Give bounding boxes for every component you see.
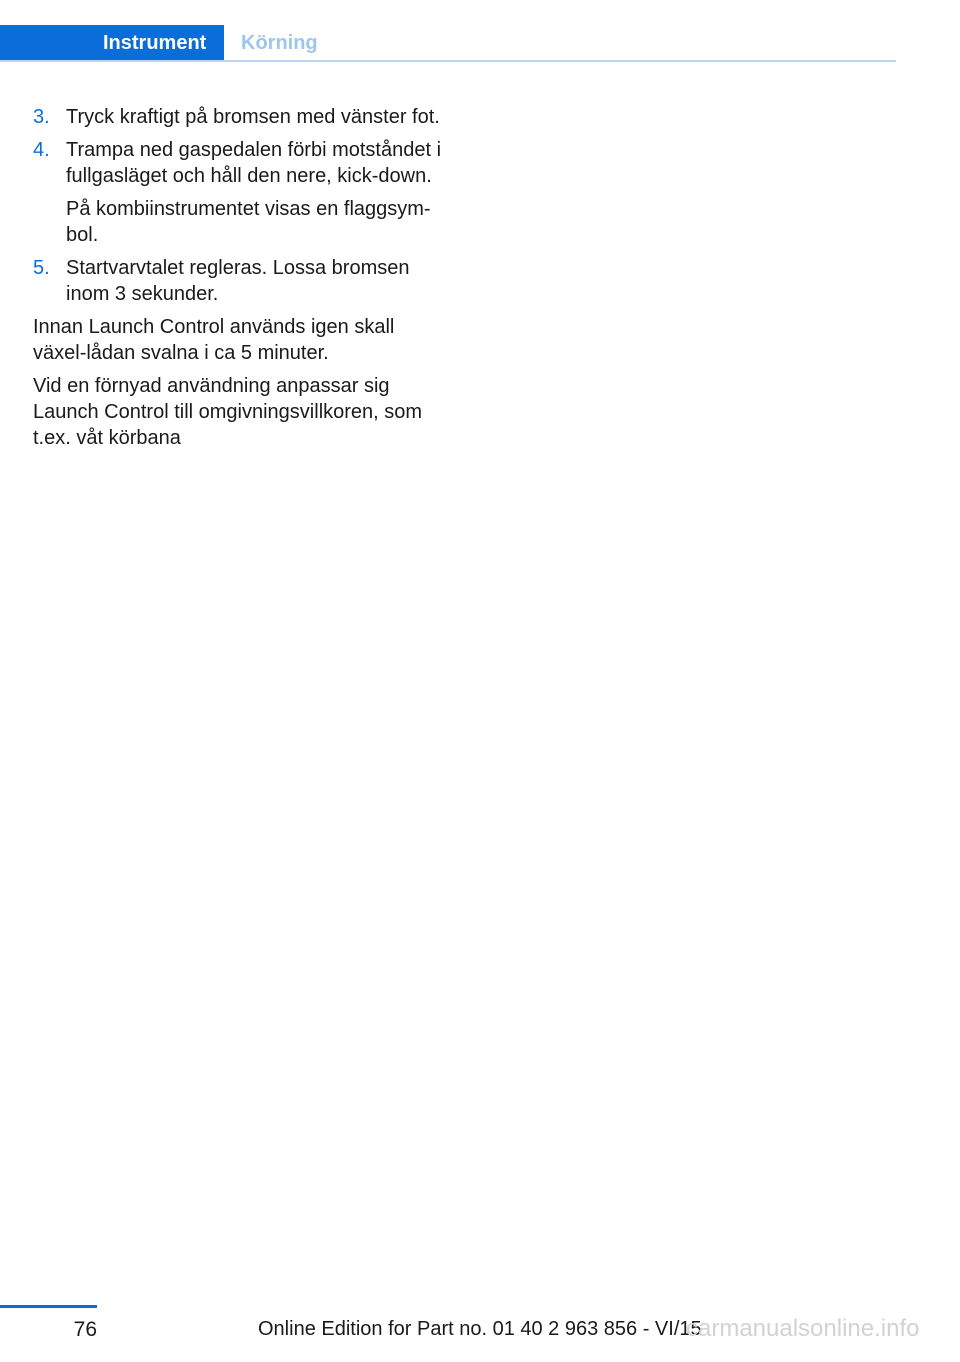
step-number: 3.	[33, 106, 50, 128]
main-content	[33, 104, 453, 458]
list-item-step-5	[33, 255, 453, 307]
paragraph-cooldown: Innan Launch Control används igen skall växel-lådan svalna i ca 5 minuter.	[33, 316, 395, 364]
step-text: Trampa ned gaspedalen förbi motståndet i fullgasläget och håll den nere, kick-down.	[66, 139, 442, 187]
tab-korning[interactable]: Körning	[241, 32, 318, 54]
step-number: 5.	[33, 257, 50, 279]
list-item-step-4	[33, 137, 453, 189]
paragraph-adaptation: Vid en förnyad användning anpassar sig Launch Control till omgivningsvillkoren, som t.ex. våt körbana	[33, 375, 423, 449]
step-number: 4.	[33, 139, 50, 161]
list-item-step-3	[33, 104, 453, 130]
step-text: Startvarvtalet regleras. Lossa bromsen inom 3 sekunder.	[66, 257, 410, 305]
page-header	[0, 0, 896, 62]
header-divider	[0, 60, 896, 62]
watermark: carmanualsonline.info	[686, 1315, 920, 1342]
edition-text: Online Edition for Part no. 01 40 2 963 856 - VI/15	[258, 1318, 702, 1340]
footer-divider	[0, 1305, 97, 1308]
step-text: Tryck kraftigt på bromsen med vänster fot.	[66, 106, 440, 128]
page-number: 76	[73, 1318, 97, 1341]
step-note: På kombiinstrumentet visas en flaggsym-bol.	[66, 198, 431, 246]
tab-instrument[interactable]: Instrument	[0, 25, 224, 62]
